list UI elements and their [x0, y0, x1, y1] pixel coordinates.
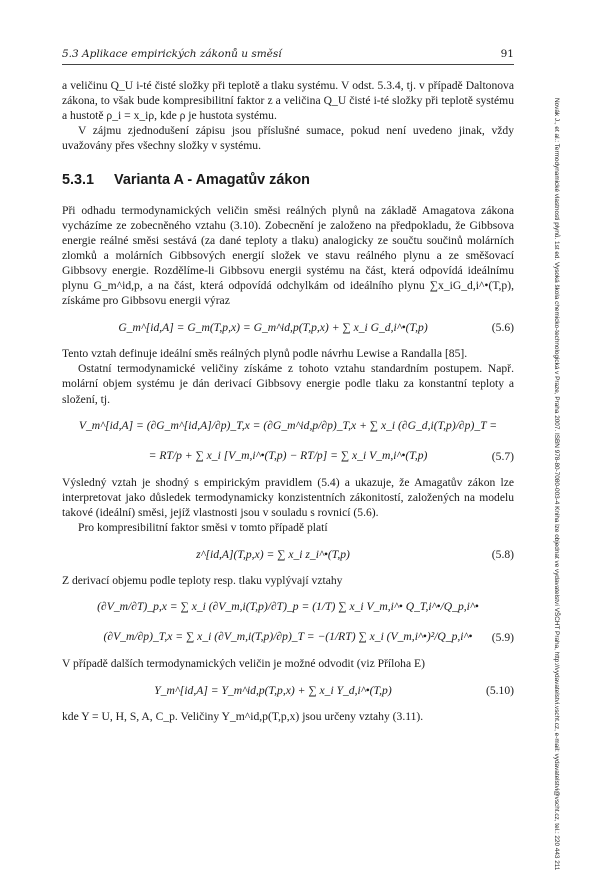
equation-line: (∂V_m/∂T)_p,x = ∑ x_i (∂V_m,i(T,p)/∂T)_p = (1/T) ∑ x_i V_m,i^• Q_T,i^•/Q_p,i^• [97, 600, 479, 614]
equation-number: (5.7) [491, 449, 514, 463]
margin-citation [537, 98, 567, 870]
section-number: 5.3.1 [62, 172, 95, 189]
citation-text: Novák J., et al.: Termodynamické vlastnosti plynů. 1st ed. Vysoká škola chemicko-technologická v Praze, Praha 2007. ISBN 978-80-7080-003-4 Kniha lze objednat ve vydavatelství VŠCHT Praha, http://vydavatelstvi.vscht.cz, e-mail: vydavatelstvi@vscht.cz, tel.: 220 443 211 [553, 98, 560, 870]
equation [62, 677, 514, 703]
equation-number: (5.8) [491, 547, 514, 561]
equation-line: V_m^[id,A] = (∂G_m^[id,A]/∂p)_T,x = (∂G_m^id,p/∂p)_T,x + ∑ x_i (∂G_d,i(T,p)/∂p)_T = [78, 418, 498, 432]
running-title: 5.3 Aplikace empirických zákonů u směsí [62, 48, 282, 60]
paragraph: V případě dalších termodynamických veličin je možné odvodit (viz Příloha E) [62, 657, 425, 671]
equation [62, 592, 514, 652]
body-text [62, 78, 514, 724]
paragraph: Pro kompresibilitní faktor směsi v tomto případě platí [78, 520, 328, 534]
equation [62, 314, 514, 340]
paragraph: a veličinu Q_U i-té čisté složky při teplotě a tlaku systému. V odst. 5.3.4, tj. v případě Daltonova zákona, to však bude kompresibilitní faktor z a veličina Q_U čisté i-té složky při teplotě systému a hustotě ρ_i = x_iρ, kde ρ je hustota systému. [62, 79, 514, 123]
page-number: 91 [500, 48, 514, 60]
paragraph: Tento vztah definuje ideální směs reálných plynů podle návrhu Lewise a Randalla [85]. [62, 347, 468, 361]
paragraph: kde Y = U, H, S, A, C_p. Veličiny Y_m^id,p(T,p,x) jsou určeny vztahy (3.11). [62, 710, 424, 724]
equation-number: (5.10) [485, 684, 514, 698]
equation-line: (∂V_m/∂p)_T,x = ∑ x_i (∂V_m,i(T,p)/∂p)_T = −(1/RT) ∑ x_i (V_m,i^•)²/Q_p,i^• [103, 630, 473, 644]
equation [62, 541, 514, 567]
header-rule [62, 64, 514, 65]
equation-body: G_m^[id,A] = G_m(T,p,x) = G_m^id,p(T,p,x) + ∑ x_i G_d,i^•(T,p) [118, 321, 428, 335]
section-title: Varianta A - Amagatův zákon [114, 172, 310, 189]
paragraph: Při odhadu termodynamických veličin směsi reálných plynů na základě Amagatova zákona vycházíme ze zobecněného vztahu (3.10). Zobecnění je založeno na předpokladu, že Gibbsova energie reálné směsi sestává (za dané teploty a tlaku) analogicky ze součtu součinů molárních zlomků a molárních Gibbsových energií složek ve stavu reálného plynu a ze směšovací Gibbsovy energie. Rozdělíme-li Gibbsovu energii systému na část, která odpovídá ideálnímu plynu G_m^id,p, a na část, která odpovídá odchylkám od ideálního plynu ∑x_iG_d,i^•(T,p), získáme pro Gibbsovu energii výraz [62, 203, 514, 308]
paragraph: Ostatní termodynamické veličiny získáme z tohoto vztahu standardním postupem. Např. molární objem systému je dán derivací Gibbsovy energie podle tlaku za konstantní teploty a složení, tj. [62, 362, 514, 406]
paragraph: V zájmu zjednodušení zápisu jsou příslušné sumace, pokud není uvedeno jinak, vždy uvažovány přes všechny složky v systému. [62, 124, 514, 153]
equation-number: (5.9) [491, 631, 514, 645]
equation-body: z^[id,A](T,p,x) = ∑ x_i z_i^•(T,p) [196, 547, 350, 561]
running-header [62, 48, 514, 60]
paragraph: Výsledný vztah je shodný s empirickým pravidlem (5.4) a ukazuje, že Amagatův zákon lze interpretovat jako důsledek termodynamicky konzistentních zákonitostí, založených na modelu takové (ideální) směsi, jejíž vlastnosti jsou v souladu s rovnicí (5.6). [62, 475, 514, 519]
paragraph: Z derivací objemu podle teploty resp. tlaku vyplývají vztahy [62, 573, 343, 587]
equation [62, 411, 514, 471]
section-heading [62, 173, 514, 188]
equation-line: = RT/p + ∑ x_i [V_m,i^•(T,p) − RT/p] = ∑ x_i V_m,i^•(T,p) [148, 448, 428, 462]
equation-number: (5.6) [491, 321, 514, 335]
equation-body: Y_m^[id,A] = Y_m^id,p(T,p,x) + ∑ x_i Y_d,i^•(T,p) [154, 684, 392, 698]
